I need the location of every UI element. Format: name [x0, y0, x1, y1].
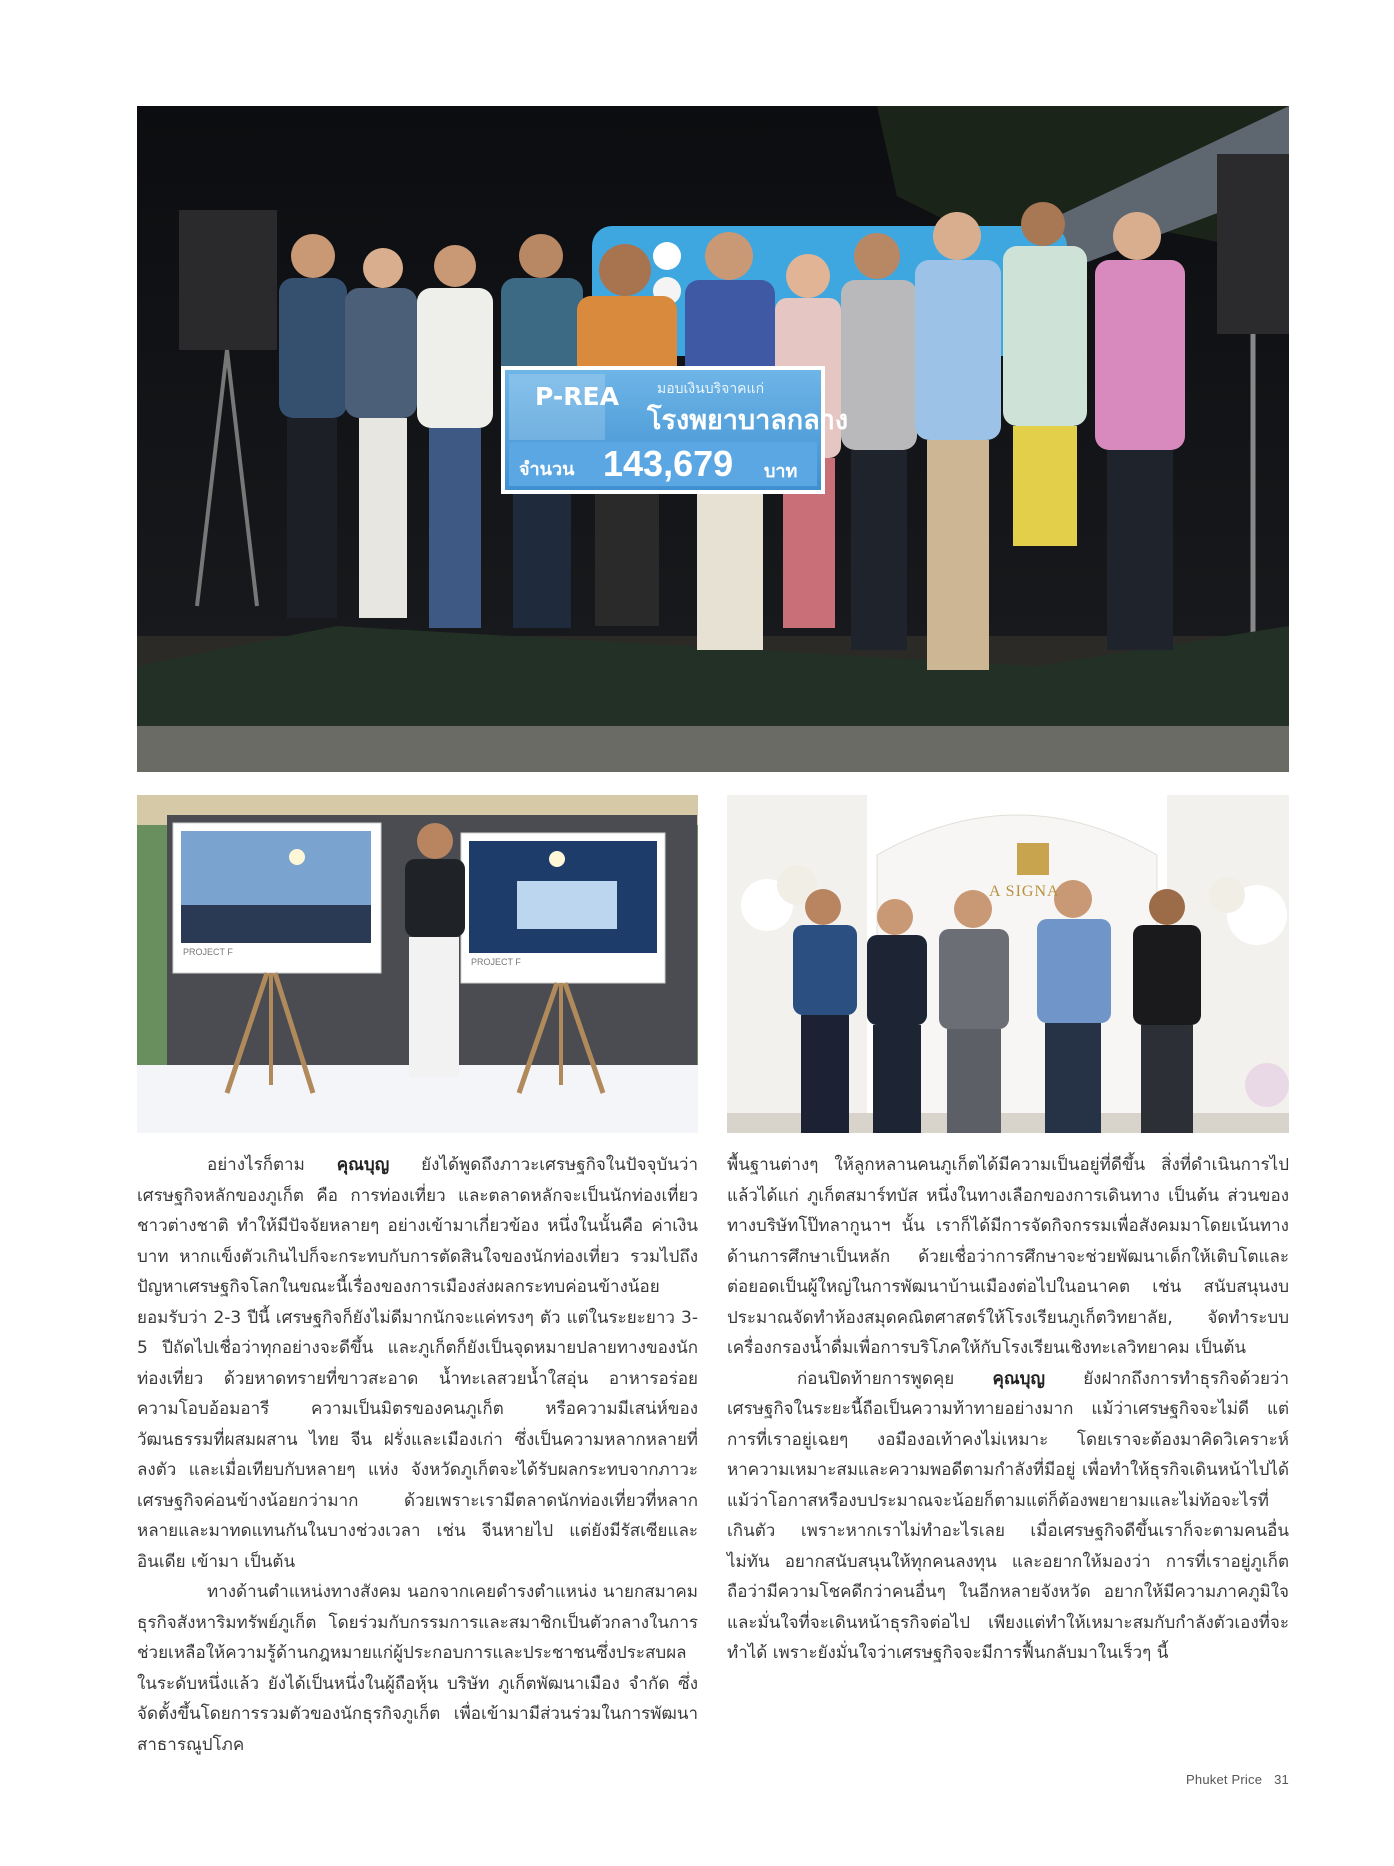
donation-board-logo: P-REA	[535, 382, 619, 411]
article-paragraph-4: ก่อนปิดท้ายการพูดคุย คุณบุญ ยังฝากถึงการทำธุรกิจด้วยว่า เศรษฐกิจในระยะนี้ถือเป็นความท้าทายอย่างมาก แม้ว่าเศรษฐกิจจะไม่ดี แต่การที่เราอยู่เฉยๆ งอมืองอเท้าคงไม่เหมาะ โดยเราจะต้องมาคิดวิเคราะห์หาความเหมาะสมและความพอดีตามกำลังที่มีอยู่ เพื่อทำให้ธุรกิจเดินหน้าไปได้ แม้ว่าโอกาสหรืองบประมาณจะน้อยก็ตามแต่ก็ต้องพยายามและไม่ท้อจะไรที่เกินตัว เพราะหากเราไม่ทำอะไรเลย เมื่อเศรษฐกิจดีขึ้นเราก็จะตามคนอื่นไม่ทัน อยากสนับสนุนให้ทุกคนลงทุน และอยากให้มองว่า การที่เราอยู่ภูเก็ตถือว่ามีความโชคดีกว่าคนอื่นๆ ในอีกหลายจังหวัด อยากให้มีความภาคภูมิใจและมั่นใจที่จะเดินหน้าธุรกิจต่อไป เพียงแต่ทำให้เหมาะสมกับกำลังตัวเองที่จะทำได้ เพราะยังมั่นใจว่าเศรษฐกิจจะมีการฟื้นกลับมาในเร็วๆ นี้	[727, 1368, 1290, 1663]
article-paragraph-1: อย่างไรก็ตาม คุณบุญ ยังได้พูดถึงภาวะเศรษฐกิจในปัจจุบันว่า เศรษฐกิจหลักของภูเก็ต คือ การท่องเที่ยว และตลาดหลักจะเป็นนักท่องเที่ยวชาวต่างชาติ ทำให้มีปัจจัยหลายๆ อย่างเข้ามาเกี่ยวข้อง หนึ่งในนั้นคือ ค่าเงินบาท หากแข็งตัวเกินไปก็จะกระทบกับการตัดสินใจของนักท่องเที่ยว รวมไปถึงปัญหาเศรษฐกิจโลกในขณะนี้เรื่องของการเมืองส่งผลกระทบค่อนข้างน้อย ยอมรับว่า 2-3 ปีนี้ เศรษฐกิจก็ยังไม่ดีมากนักจะแค่ทรงๆ ตัว แต่ในระยะยาว 3-5 ปีถัดไปเชื่อว่าทุกอย่างจะดีขึ้น และภูเก็ตก็ยังเป็นจุดหมายปลายทางของนักท่องเที่ยว ด้วยหาดทรายที่ขาวสะอาด น้ำทะเลสวยน้ำใสอุ่น อาหารอร่อย ความโอบอ้อมอารี ความเป็นมิตรของคนภูเก็ต หรือความมีเสน่ห์ของวัฒนธรรมที่ผสมผสาน ไทย จีน ฝรั่งและเมืองเก่า ซึ่งเป็นความหลากหลายที่ลงตัว และเมื่อเทียบกับหลายๆ แห่ง จังหวัดภูเก็ตจะได้รับผลกระทบจากภาวะเศรษฐกิจค่อนข้างน้อยกว่ามาก ด้วยเพราะเรามีตลาดนักท่องเที่ยวที่หลากหลายและมาทดแทนกันในบางช่วงเวลา เช่น จีนหายไป แต่ยังมีรัสเซียและอินเดีย เข้ามา เป็นต้น	[137, 1155, 698, 1572]
article-column-right	[727, 1150, 1289, 1669]
panel-label-left: PROJECT F	[183, 947, 233, 957]
donation-board-unit: บาท	[764, 461, 798, 482]
person-name: คุณบุญ	[992, 1368, 1045, 1389]
person-name: คุณบุญ	[336, 1155, 390, 1175]
donation-board-caption: มอบเงินบริจาคแก่	[657, 381, 765, 397]
article-paragraph-3: พื้นฐานต่างๆ ให้ลูกหลานคนภูเก็ตได้มีความเป็นอยู่ที่ดีขึ้น สิ่งที่ดำเนินการไปแล้วได้แก่ ภูเก็ตสมาร์ทบัส หนึ่งในทางเลือกของการเดินทาง เป็นต้น ส่วนของทางบริษัทโป๊ทลากูนาฯ นั้น เราก็ได้มีการจัดกิจกรรมเพื่อสังคมมาโดยเน้นทางด้านการศึกษาเป็นหลัก ด้วยเชื่อว่าการศึกษาจะช่วยพัฒนาเด็กให้เติบโตและต่อยอดเป็นผู้ใหญ่ในการพัฒนาบ้านเมืองต่อไปในอนาคต เช่น สนับสนุนงบประมาณจัดทำห้องสมุดคณิตศาสตร์ให้โรงเรียนภูเก็ตวิทยาลัย, จัดทำระบบเครื่องกรองน้ำดื่มเพื่อการบริโภคให้กับโรงเรียนเชิงทะเลวิทยาคม เป็นต้น	[727, 1155, 1289, 1358]
donation-board-amount: 143,679	[603, 443, 734, 484]
speakers-group-photo	[727, 795, 1289, 1133]
venue-sign-text: A SIGNA	[989, 883, 1060, 900]
panel-label-right: PROJECT F	[471, 957, 521, 967]
publication-name: Phuket Price	[1186, 1772, 1263, 1787]
donation-board-recipient: โรงพยาบาลกลาง	[647, 405, 849, 436]
article-paragraph-2: ทางด้านตำแหน่งทางสังคม นอกจากเคยดำรงตำแหน่ง นายกสมาคมธุรกิจสังหาริมทรัพย์ภูเก็ต โดยร่วมกับกรรมการและสมาชิกเป็นตัวกลางในการช่วยเหลือให้ความรู้ด้านกฎหมายแก่ผู้ประกอบการและประชาชนซึ่งประสบผลในระดับหนึ่งแล้ว ยังได้เป็นหนึ่งในผู้ถือหุ้น บริษัท ภูเก็ตพัฒนาเมือง จำกัด ซึ่งจัดตั้งขึ้นโดยการรวมตัวของนักธุรกิจภูเก็ต เพื่อเข้ามามีส่วนร่วมในการพัฒนาสาธารณูปโภค	[137, 1582, 698, 1755]
article-column-left	[137, 1150, 698, 1760]
project-presentation-photo	[137, 795, 698, 1133]
page-footer	[1186, 1772, 1289, 1787]
group-photo-donation	[137, 106, 1289, 772]
page-number: 31	[1274, 1772, 1289, 1787]
donation-board-amount-label: จำนวน	[519, 459, 575, 480]
